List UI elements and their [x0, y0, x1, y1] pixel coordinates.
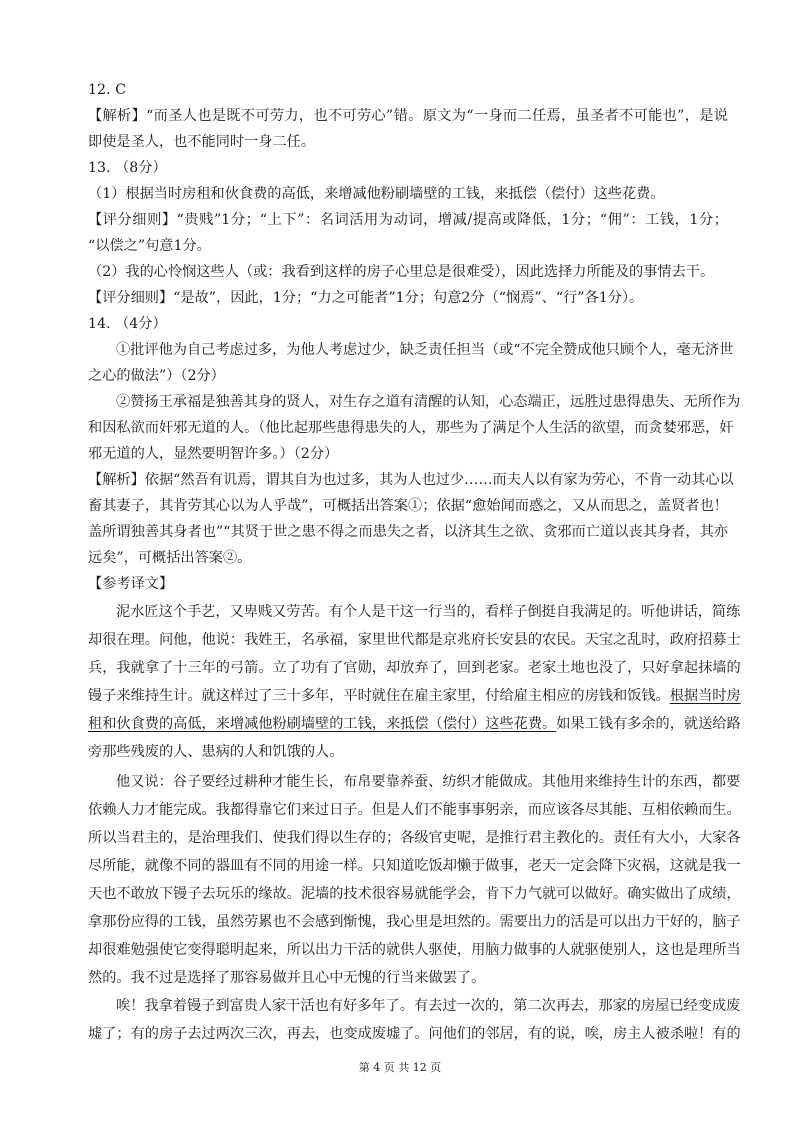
q14-number: 14. （4分）: [88, 316, 167, 332]
translation-line: 他又说：谷子要经过耕种才能生长，布帛要靠养蚕、纺织才能做成。其他用来维持生计的东西，都要: [116, 774, 741, 790]
translation-text: 镘子来维持生计。就这样过了三十多年，平时就住在雇主家里，付给雇主相应的房钱和饭钱。: [88, 688, 670, 704]
underlined-answer-text: 根据当时房: [669, 688, 741, 704]
q13-answer-2: （2）我的心怜悯这些人（或：我看到这样的房子心里总是很难受），因此选择力所能及的事情去干。: [88, 264, 715, 280]
q13-answer-1: （1）根据当时房租和伙食费的高低，来增减他粉刷墙壁的工钱，来抵偿（偿付）这些花费。: [88, 186, 665, 202]
page-footer: 第 4 页 共 12 页: [358, 1061, 442, 1074]
translation-text: 如果工钱有多余的，就送给路: [556, 716, 741, 732]
q14-answer-2: ②赞扬王承福是独善其身的贤人，对生存之道有清醒的认知，心态端正，远胜过患得患失、无所作为: [116, 394, 741, 410]
q14-answer-2: 邪无道的人，显然要明智许多。）（2分）: [88, 446, 339, 462]
translation-line: 所以当君主的，是治理我们、使我们得以生存的；各级官吏呢，是推行君主教化的。责任有大小，大家各: [88, 830, 741, 846]
translation-line: 天也不敢放下镘子去玩乐的缘故。泥墙的技术很容易就能学会，肯下力气就可以做好。确实做出了成绩，: [88, 886, 741, 902]
q13-number: 13. （8分）: [88, 160, 167, 176]
translation-line: 却很在理。问他，他说：我姓王，名承福，家里世代都是京兆府长安县的农民。天宝之乱时，政府招募士: [88, 632, 741, 648]
translation-line: 泥水匠这个手艺，又卑贱又劳苦。有个人是干这一行当的，看样子倒挺自我满足的。听他讲话，简练: [116, 604, 741, 620]
translation-line: 拿那份应得的工钱，虽然劳累也不会感到惭愧，我心里是坦然的。需要出力的活是可以出力干好的，脑子: [88, 914, 741, 930]
q14-analysis-line: 【解析】依据“然吾有讥焉，谓其自为也过多，其为人也过少……而夫人以有家为劳心，不肯一动其心以: [88, 472, 734, 488]
translation-line: [88, 714, 741, 734]
q14-answer-2: 和因私欲而奸邪无道的人。（他比起那些患得患失的人，那些为了满足个人生活的欲望，而贪婪邪恶，奸: [88, 420, 734, 436]
translation-line: 尽所能，就像不同的器皿有不同的用途一样。只知道吃饭却懒于做事，老天一定会降下灾祸，这就是我一: [88, 858, 741, 874]
translation-line: 墟了；有的房子去过两次三次，再去，也变成废墟了。问他们的邻居，有的说，唉，房主人被杀啦！有的: [88, 1026, 741, 1042]
translation-line: 然的。我不过是选择了那容易做并且心中无愧的行当来做罢了。: [88, 970, 486, 986]
q13-scoring-2: 【评分细则】“是故”，因此，1分；“力之可能者”1分；句意2分（“悯焉”、“行”各1分）。: [88, 290, 644, 306]
underlined-answer-text: 租和伙食费的高低，来增减他粉刷墙壁的工钱，来抵偿（偿付）这些花费。: [88, 716, 557, 732]
q14-analysis-line: 畜其妻子，其肯劳其心以为人乎哉”，可概括出答案①；依据“愈始闻而惑之，又从而思之，盖贤者也！: [88, 498, 728, 514]
translation-line: 依赖人力才能完成。我都得靠它们来过日子。但是人们不能事事躬亲，而应该各尽其能、互相依赖而生。: [88, 802, 741, 818]
translation-line: 旁那些残废的人、患病的人和饥饿的人。: [88, 744, 344, 760]
q14-analysis-line: 盖所谓独善其身者也”“其贤于世之患不得之而患失之者，以济其生之欲、贪邪而亡道以丧其身者，其亦: [88, 524, 728, 540]
translation-line: 兵，我就拿了十三年的弓箭。立了功有了官勋，却放弃了，回到老家。老家土地也没了，只好拿起抹墙的: [88, 660, 741, 676]
q13-scoring-1: “以偿之”句意1分。: [88, 238, 211, 254]
translation-line: [88, 686, 741, 706]
q12-analysis-line: 【解析】“而圣人也是既不可劳力，也不可劳心”错。原文为“一身而二任焉，虽圣者不可能也”，是说: [88, 108, 728, 124]
q13-scoring-1: 【评分细则】“贵贱”1分；“上下”：名词活用为动词，增减/提高或降低，1分；“佣”：工钱，1分；: [88, 212, 728, 228]
q14-answer-1: 之心的做法”）（2分）: [88, 368, 225, 384]
q14-analysis-line: 远矣”，可概括出答案②。: [88, 550, 252, 566]
translation-line: 却很难勉强使它变得聪明起来，所以出力干活的就供人驱使，用脑力做事的人就驱使别人，这也是理所当: [88, 942, 741, 958]
q12-analysis-line: 即使是圣人，也不能同时一身二任。: [88, 134, 316, 150]
q14-answer-1: ①批评他为自己考虑过多，为他人考虑过少，缺乏责任担当（或“不完全赞成他只顾个人，毫无济世: [116, 342, 734, 358]
translation-heading: 【参考译文】: [88, 576, 174, 592]
translation-line: 唉！我拿着镘子到富贵人家干活也有好多年了。有去过一次的，第二次再去，那家的房屋已经变成废: [116, 998, 741, 1014]
q12-number: 12. C: [88, 82, 126, 98]
